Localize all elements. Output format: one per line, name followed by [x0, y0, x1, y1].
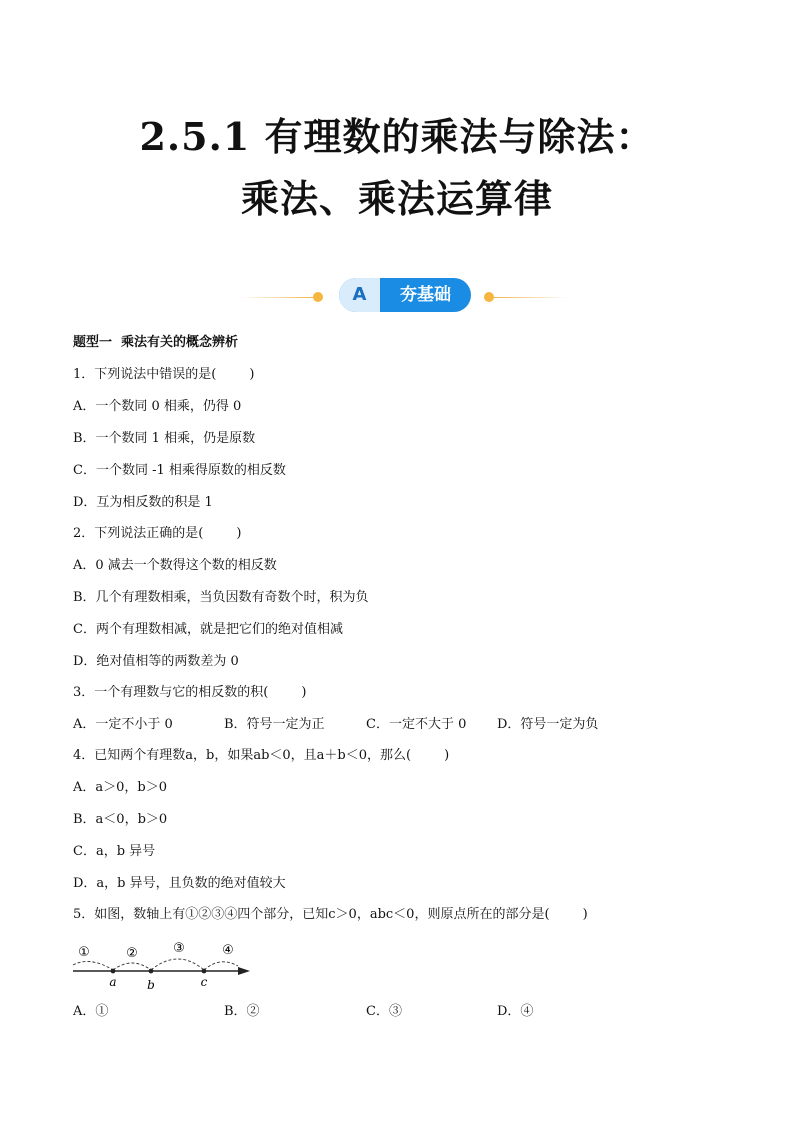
- q1-option-d: D．互为相反数的积是 1: [73, 495, 213, 510]
- q4-option-d: D．a，b 异号，且负数的绝对值较大: [73, 876, 286, 891]
- q4-stem: 4．已知两个有理数a，b，如果ab＜0，且a＋b＜0，那么( ): [73, 748, 450, 763]
- q2-option-b: B．几个有理数相乘，当负因数有奇数个时，积为负: [73, 590, 369, 605]
- point-c: [202, 969, 207, 974]
- q5-option-d: D．④: [497, 1004, 534, 1019]
- q5-stem: 5．如图，数轴上有①②③④四个部分，已知c＞0，abc＜0，则原点所在的部分是( ): [73, 907, 588, 922]
- point-label-a: a: [109, 975, 117, 989]
- section-divider-left: [240, 297, 314, 298]
- q2-option-a: A．0 减去一个数得这个数的相反数: [73, 558, 277, 573]
- section-badge: [339, 278, 471, 312]
- q3-option-b: B．符号一定为正: [224, 717, 325, 732]
- region-arc-2: [113, 963, 151, 970]
- q4-option-a: A．a＞0，b＞0: [73, 780, 168, 795]
- title-line-2: 乘法、乘法运算律: [240, 176, 553, 221]
- q1-option-c: C．一个数同 -1 相乘得原数的相反数: [73, 463, 286, 478]
- q2-stem: 2．下列说法正确的是( ): [73, 526, 242, 541]
- q5-option-c: C．③: [366, 1004, 402, 1019]
- point-label-b: b: [147, 978, 155, 992]
- question-type-heading: 题型一 乘法有关的概念辨析: [73, 335, 239, 350]
- section-badge-letter: A: [339, 278, 380, 312]
- region-label-2: ②: [126, 946, 138, 961]
- number-line-arrow-icon: [238, 967, 250, 975]
- section-dot-right: [484, 292, 494, 302]
- section-divider-right: [494, 297, 568, 298]
- q3-option-a: A．一定不小于 0: [73, 717, 173, 732]
- number-line-figure: [70, 938, 260, 994]
- q2-option-c: C．两个有理数相减，就是把它们的绝对值相减: [73, 622, 343, 637]
- region-label-1: ①: [78, 945, 90, 960]
- region-label-3: ③: [173, 941, 185, 956]
- section-dot-left: [313, 292, 323, 302]
- q3-option-c: C．一定不大于 0: [366, 717, 467, 732]
- q4-option-c: C．a，b 异号: [73, 844, 156, 859]
- region-arc-4: [204, 962, 238, 970]
- point-a: [111, 969, 116, 974]
- point-b: [149, 969, 154, 974]
- region-label-4: ④: [222, 943, 234, 958]
- region-arc-1: [73, 961, 113, 970]
- region-arc-3: [151, 959, 204, 970]
- q2-option-d: D．绝对值相等的两数差为 0: [73, 654, 239, 669]
- q5-option-b: B．②: [224, 1004, 260, 1019]
- q3-option-d: D．符号一定为负: [497, 717, 599, 732]
- q1-option-a: A．一个数同 0 相乘，仍得 0: [73, 399, 242, 414]
- point-label-c: c: [200, 975, 208, 989]
- q5-option-a: A．①: [73, 1004, 109, 1019]
- q3-stem: 3．一个有理数与它的相反数的积( ): [73, 685, 307, 700]
- q4-option-b: B．a＜0，b＞0: [73, 812, 168, 827]
- q1-stem: 1．下列说法中错误的是( ): [73, 367, 255, 382]
- section-badge-label: 夯基础: [400, 285, 451, 305]
- q1-option-b: B．一个数同 1 相乘，仍是原数: [73, 431, 256, 446]
- title-line-1: 2.5.1 有理数的乘法与除法：: [139, 114, 655, 159]
